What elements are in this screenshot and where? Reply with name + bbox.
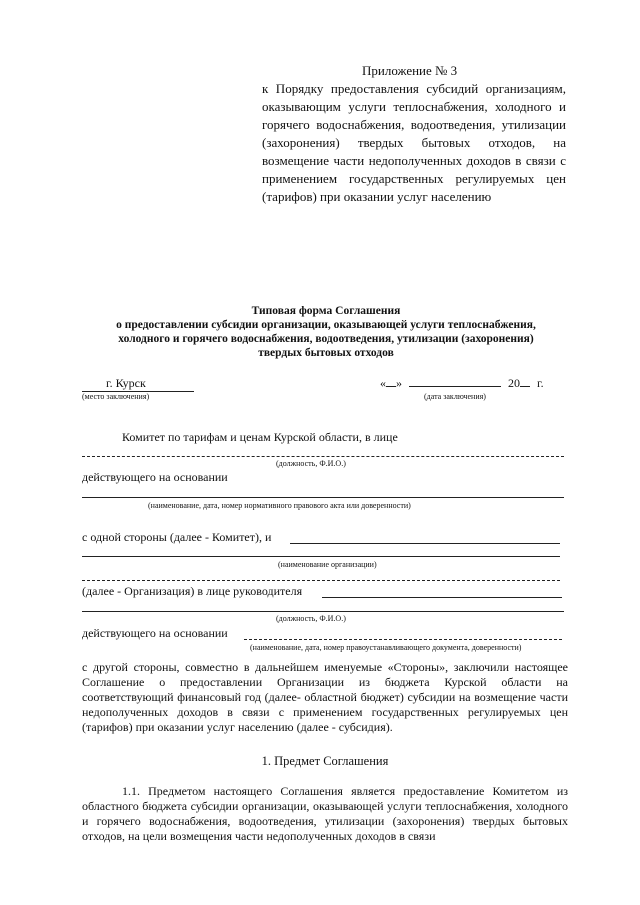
form-heading-line-2: о предоставлении субсидии организации, оказывающей услуги теплоснабжения,	[116, 319, 536, 331]
date-quote-close: »	[396, 376, 402, 390]
org-head-caption: (должность, Ф.И.О.)	[276, 614, 346, 623]
section-1-paragraph-1: 1.1. Предметом настоящего Соглашения является предоставление Комитетом из областного бюджета субсидии организации, оказывающей услуги теплоснабжения, холодного и горячего водоснабжения, водоотведения, утилизации (захоронения) твердых бытовых отходов, на цели возмещения части недополученных доходов в связи	[82, 784, 568, 843]
date-field	[380, 376, 544, 391]
date-year-suffix: г.	[537, 376, 544, 390]
founding-doc-caption: (наименование, дата, номер правоустанавливающего документа, доверенности)	[250, 643, 522, 652]
position-blank	[82, 456, 564, 457]
acting-basis-label: действующего на основании	[82, 470, 228, 484]
org-head-label: (далее - Организация) в лице руководителя	[82, 584, 303, 598]
form-heading-line-1: Типовая форма Соглашения	[251, 305, 401, 317]
acting-basis-label-2: действующего на основании	[82, 626, 228, 640]
founding-doc-blank	[244, 639, 562, 640]
basis-blank	[82, 497, 564, 498]
date-quote-open: «	[380, 376, 386, 390]
org-name-blank-2	[82, 580, 560, 581]
org-name-blank	[82, 556, 560, 557]
date-year-blank	[520, 386, 530, 387]
committee-intro: Комитет по тарифам и ценам Курской области, в лице	[122, 430, 398, 444]
one-side-label: с одной стороны (далее - Комитет), и	[82, 530, 272, 544]
place-value: г. Курск	[82, 376, 194, 392]
appendix-text: к Порядку предоставления субсидий организациям, оказывающим услуги теплоснабжения, холодного и горячего водоснабжения, водоотведения, утилизации (захоронения) твердых бытовых отходов, на возмещение части недополученных доходов в связи с применением государственных регулируемых цен (тарифов) при оказании услуг населению	[262, 81, 566, 204]
form-heading-line-3: холодного и горячего водоснабжения, водоотведения, утилизации (захоронения)	[118, 333, 534, 345]
date-caption: (дата заключения)	[424, 392, 486, 401]
appendix-title: Приложение № 3	[362, 63, 458, 78]
position-caption: (должность, Ф.И.О.)	[276, 459, 346, 468]
place-caption: (место заключения)	[82, 392, 150, 401]
org-name-caption: (наименование организации)	[278, 560, 377, 569]
parties-paragraph: с другой стороны, совместно в дальнейшем именуемые «Стороны», заключили настоящее Соглашение о предоставлении Организации из бюджета Курской области на соответствующий финансовый год (далее- областной бюджет) субсидии на возмещение части недополученных доходов в связи с применением государственных регулируемых цен (тарифов) при оказании услуг населению (далее - субсидия).	[82, 660, 568, 734]
date-year-prefix: 20	[508, 376, 520, 390]
one-side-blank	[290, 543, 560, 544]
org-head-blank-2	[82, 611, 564, 612]
form-heading-line-4: твердых бытовых отходов	[258, 347, 394, 359]
date-day-blank	[386, 386, 396, 387]
place-field	[82, 376, 194, 392]
section-1-title: 1. Предмет Соглашения	[261, 754, 389, 768]
form-heading	[82, 304, 570, 360]
appendix-block	[262, 62, 566, 206]
date-month-blank	[409, 386, 501, 387]
org-head-blank	[322, 597, 562, 598]
basis-caption: (наименование, дата, номер нормативного правового акта или доверенности)	[148, 501, 411, 510]
